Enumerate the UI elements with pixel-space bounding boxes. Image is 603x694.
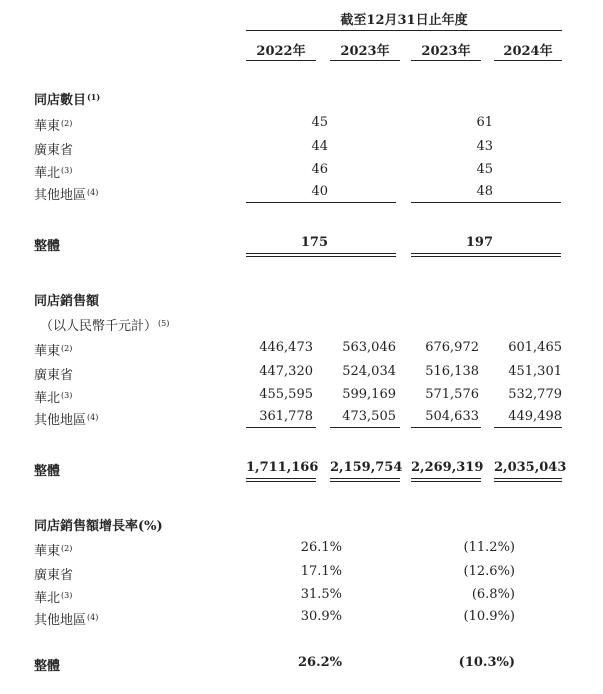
sales-total-rule bbox=[411, 478, 481, 479]
sales-total-rule bbox=[246, 478, 316, 479]
growth-row-label: 華北$^{(3)}$ bbox=[34, 591, 73, 606]
store-count-value: 43 bbox=[476, 139, 493, 154]
sales-title: 同店銷售額 bbox=[34, 294, 100, 309]
sales-subtitle: （以人民幣千元計）$^{(5)}$ bbox=[40, 319, 170, 334]
sales-subtotal-rule bbox=[494, 427, 562, 428]
header-rule bbox=[246, 30, 562, 31]
store-count-total-rule bbox=[411, 256, 561, 257]
sales-value: 676,972 bbox=[425, 340, 479, 355]
col-2023b-header: 2023年 bbox=[421, 44, 471, 59]
period-title: 截至12月31日止年度 bbox=[340, 13, 468, 28]
growth-value: (6.8%) bbox=[471, 587, 515, 602]
sales-subtotal-rule bbox=[330, 427, 400, 428]
growth-value: 30.9% bbox=[300, 609, 342, 624]
col-2024-header: 2024年 bbox=[503, 44, 553, 59]
sales-row-label: 華東$^{(2)}$ bbox=[34, 344, 73, 359]
sales-total-label: 整體 bbox=[34, 464, 61, 479]
sales-total-rule bbox=[411, 481, 481, 482]
sales-total: 2,159,754 bbox=[330, 460, 403, 475]
sales-row-label: 其他地區$^{(4)}$ bbox=[34, 413, 99, 428]
header-col-rule-4 bbox=[494, 60, 562, 61]
store-count-value: 48 bbox=[476, 184, 493, 199]
sales-value: 524,034 bbox=[342, 364, 396, 379]
growth-value: 17.1% bbox=[300, 564, 342, 579]
growth-value: (11.2%) bbox=[463, 540, 515, 555]
store-count-title: 同店數目$^{(1)}$ bbox=[34, 92, 101, 108]
growth-title: 同店銷售額增長率(%) bbox=[34, 519, 163, 534]
sales-subtotal-rule bbox=[411, 427, 481, 428]
growth-row-label: 華東$^{(2)}$ bbox=[34, 544, 73, 559]
sales-value: 516,138 bbox=[425, 364, 479, 379]
store-count-value: 45 bbox=[311, 115, 328, 130]
growth-row-label: 其他地區$^{(4)}$ bbox=[34, 613, 99, 628]
store-count-total-rule bbox=[246, 256, 396, 257]
header-col-rule-3 bbox=[411, 60, 481, 61]
sales-value: 601,465 bbox=[508, 340, 562, 355]
header-col-rule-1 bbox=[246, 60, 316, 61]
growth-row-label: 廣東省 bbox=[34, 568, 74, 583]
sales-value: 446,473 bbox=[259, 340, 313, 355]
growth-value: 31.5% bbox=[300, 587, 342, 602]
col-2022-header: 2022年 bbox=[256, 44, 306, 59]
store-count-total: 197 bbox=[465, 235, 493, 250]
sales-total: 1,711,166 bbox=[246, 460, 319, 475]
sales-value: 455,595 bbox=[259, 387, 313, 402]
store-count-row-label: 華東$^{(2)}$ bbox=[34, 119, 73, 134]
sales-value: 473,505 bbox=[342, 409, 396, 424]
store-count-total: 175 bbox=[300, 235, 328, 250]
store-count-value: 61 bbox=[476, 115, 493, 130]
sales-value: 571,576 bbox=[425, 387, 479, 402]
sales-value: 532,779 bbox=[508, 387, 562, 402]
growth-value: 26.1% bbox=[300, 540, 342, 555]
store-count-value: 44 bbox=[311, 139, 328, 154]
sales-row-label: 華北$^{(3)}$ bbox=[34, 391, 73, 406]
store-count-total-rule bbox=[411, 253, 561, 254]
store-count-row-label: 其他地區$^{(4)}$ bbox=[34, 188, 99, 203]
store-count-value: 46 bbox=[311, 162, 328, 177]
sales-total: 2,035,043 bbox=[494, 460, 567, 475]
growth-value: (10.9%) bbox=[463, 609, 515, 624]
store-count-row-label: 華北$^{(3)}$ bbox=[34, 166, 73, 181]
sales-subtotal-rule bbox=[246, 427, 316, 428]
sales-total-rule bbox=[330, 478, 400, 479]
store-count-total-rule bbox=[246, 253, 396, 254]
sales-value: 563,046 bbox=[342, 340, 396, 355]
store-count-row-label: 廣東省 bbox=[34, 143, 74, 158]
sales-value: 599,169 bbox=[342, 387, 396, 402]
store-count-subtotal-rule bbox=[246, 202, 396, 203]
sales-total: 2,269,319 bbox=[411, 460, 484, 475]
store-count-subtotal-rule bbox=[411, 202, 561, 203]
sales-total-rule bbox=[494, 478, 562, 479]
growth-value: (12.6%) bbox=[463, 564, 515, 579]
sales-value: 449,498 bbox=[508, 409, 562, 424]
sales-value: 504,633 bbox=[425, 409, 479, 424]
sales-value: 451,301 bbox=[508, 364, 562, 379]
header-col-rule-2 bbox=[330, 60, 400, 61]
growth-total: (10.3%) bbox=[458, 655, 515, 670]
sales-total-rule bbox=[246, 481, 316, 482]
store-count-total-label: 整體 bbox=[34, 239, 61, 254]
sales-total-rule bbox=[330, 481, 400, 482]
growth-total: 26.2% bbox=[297, 655, 342, 670]
store-count-value: 40 bbox=[311, 184, 328, 199]
growth-total-label: 整體 bbox=[34, 659, 61, 674]
sales-value: 447,320 bbox=[259, 364, 313, 379]
col-2023a-header: 2023年 bbox=[340, 44, 390, 59]
sales-value: 361,778 bbox=[259, 409, 313, 424]
sales-row-label: 廣東省 bbox=[34, 368, 74, 383]
sales-total-rule bbox=[494, 481, 562, 482]
store-count-value: 45 bbox=[476, 162, 493, 177]
